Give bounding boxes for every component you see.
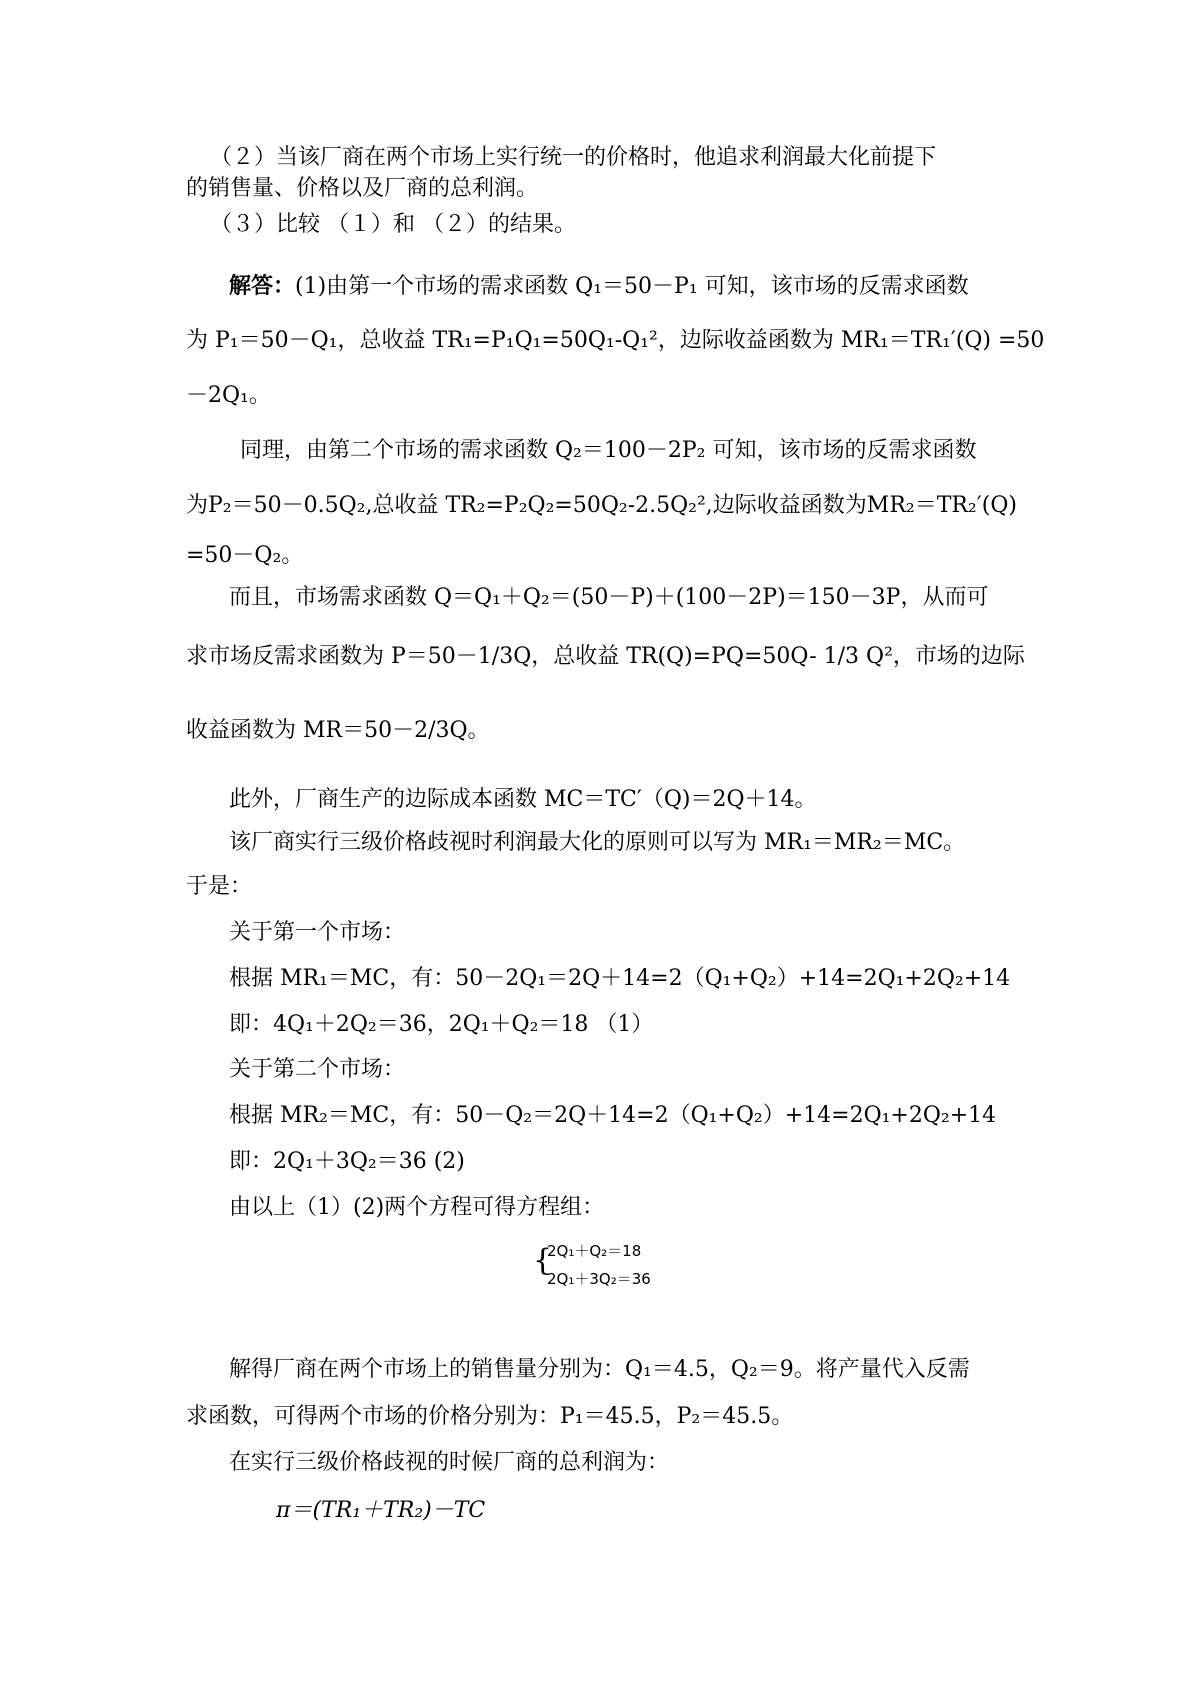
- marginal-cost-line: 此外，厂商生产的边际成本函数 MC＝TC′（Q)＝2Q＋14。: [229, 787, 817, 812]
- answer-text: (1)由第一个市场的需求函数 Q₁＝50－P₁ 可知，该市场的反需求函数: [295, 274, 969, 299]
- principle-line-2: 于是：: [186, 874, 253, 899]
- question-2-line-2: 的销售量、价格以及厂商的总利润。: [186, 176, 539, 201]
- solution-line-1: 解得厂商在两个市场上的销售量分别为：Q₁＝4.5，Q₂＝9。将产量代入反需: [229, 1357, 970, 1382]
- answer-paragraph-3-line-3: 收益函数为 MR＝50－2/3Q。: [186, 718, 490, 743]
- answer-paragraph-1-line-3: －2Q₁。: [186, 383, 271, 408]
- question-2-line-1: （２）当该厂商在两个市场上实行统一的价格时，他追求利润最大化前提下: [210, 145, 937, 170]
- market-1-heading: 关于第一个市场：: [229, 920, 406, 945]
- market-2-equation: 根据 MR₂＝MC，有：50－Q₂＝2Q＋14=2（Q₁+Q₂）+14=2Q₁+2Q₂+14: [229, 1103, 997, 1128]
- market-1-equation: 根据 MR₁＝MC，有：50－2Q₁＝2Q＋14=2（Q₁+Q₂）+14=2Q₁+2Q₂+14: [229, 966, 1011, 991]
- solution-line-2: 求函数，可得两个市场的价格分别为：P₁＝45.5，P₂＝45.5。: [186, 1404, 794, 1429]
- system-equation-2: 2Q₁＋3Q₂＝36: [547, 1270, 651, 1288]
- answer-label: 解答：: [229, 273, 296, 299]
- answer-paragraph-2-line-3: =50－Q₂。: [186, 543, 304, 568]
- principle-line-1: 该厂商实行三级价格歧视时利润最大化的原则可以写为 MR₁＝MR₂＝MC。: [229, 830, 966, 855]
- answer-paragraph-3-line-1: 而且，市场需求函数 Q＝Q₁＋Q₂＝(50－P)＋(100－2P)＝150－3P，从而可: [229, 585, 989, 610]
- answer-paragraph-2-line-2: 为P₂＝50－0.5Q₂,总收益 TR₂=P₂Q₂=50Q₂-2.5Q₂²,边际收益函数为MR₂＝TR₂′(Q): [186, 493, 1017, 518]
- market-2-heading: 关于第二个市场：: [229, 1057, 406, 1082]
- answer-paragraph-3-line-2: 求市场反需求函数为 P＝50－1/3Q，总收益 TR(Q)=PQ=50Q- 1/3 Q²，市场的边际: [186, 644, 1025, 669]
- system-equation-1: 2Q₁＋Q₂＝18: [547, 1242, 642, 1260]
- equation-2: 即：2Q₁＋3Q₂＝36 (2): [229, 1149, 465, 1174]
- system-intro: 由以上（1）(2)两个方程可得方程组：: [229, 1195, 605, 1220]
- answer-paragraph-2-line-1: 同理，由第二个市场的需求函数 Q₂＝100－2P₂ 可知，该市场的反需求函数: [240, 438, 977, 463]
- profit-formula: π＝(TR₁＋TR₂)－TC: [276, 1498, 486, 1523]
- equation-1: 即：4Q₁＋2Q₂＝36，2Q₁＋Q₂＝18 （1）: [229, 1012, 654, 1037]
- left-brace: {: [533, 1243, 553, 1278]
- profit-intro: 在实行三级价格歧视的时候厂商的总利润为：: [229, 1450, 670, 1475]
- answer-paragraph-1-line-1: [229, 271, 969, 302]
- question-3: （３）比较 （１）和 （２）的结果。: [210, 212, 576, 237]
- answer-paragraph-1-line-2: 为 P₁＝50－Q₁，总收益 TR₁=P₁Q₁=50Q₁-Q₁²，边际收益函数为 MR₁＝TR₁′(Q) =50: [186, 328, 1045, 353]
